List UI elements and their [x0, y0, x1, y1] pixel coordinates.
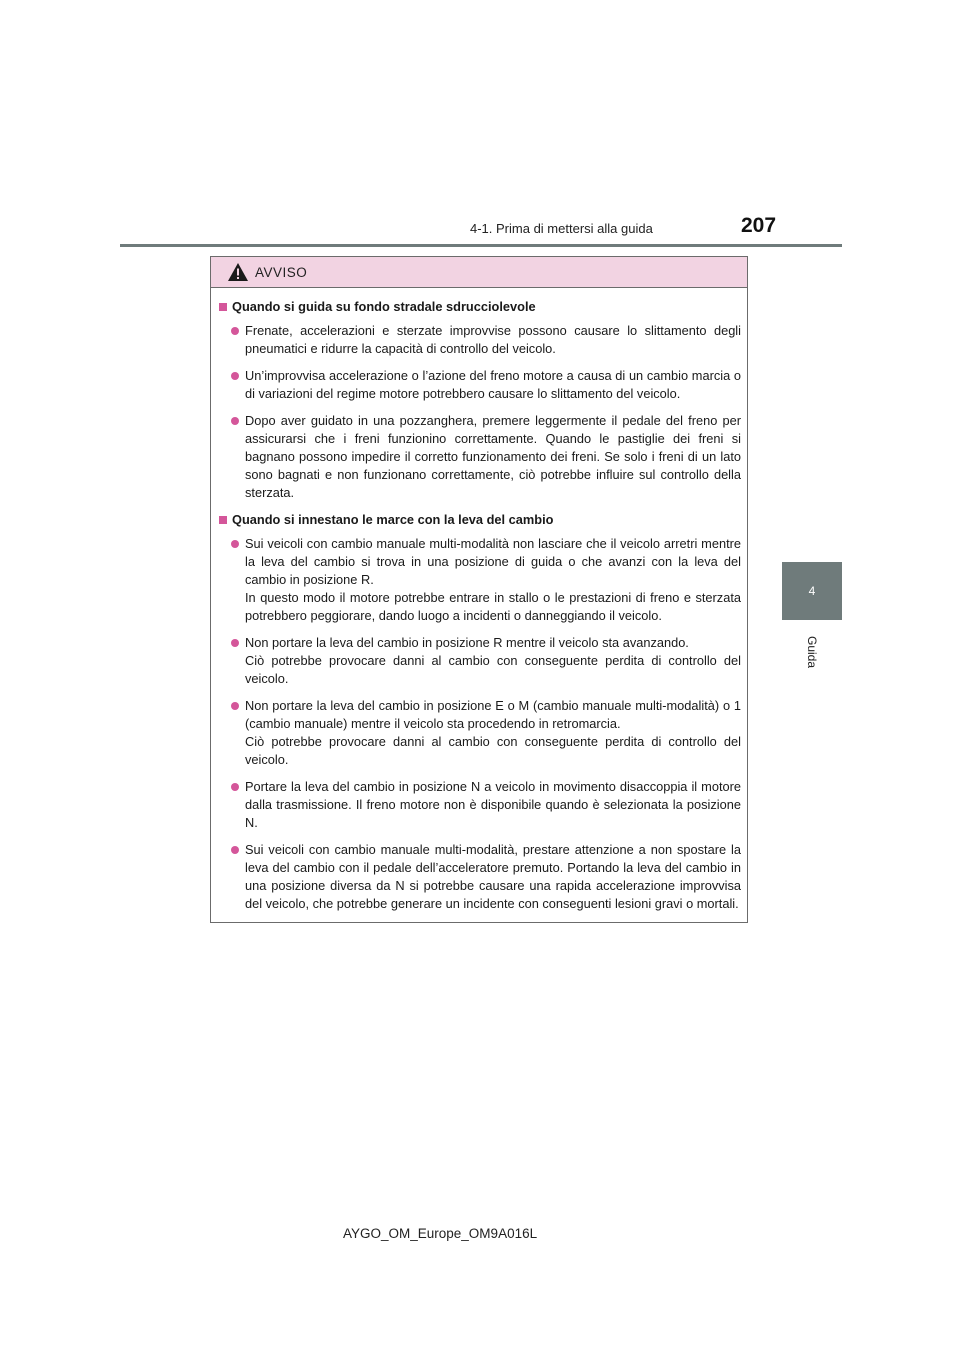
- section-title: 4-1. Prima di mettersi alla guida: [470, 221, 653, 236]
- section-heading-text: Quando si guida su fondo stradale sdrucciolevole: [232, 299, 536, 314]
- list-item: [231, 367, 741, 403]
- square-bullet-icon: [219, 303, 227, 311]
- document-code: AYGO_OM_Europe_OM9A016L: [343, 1226, 538, 1241]
- list-item: [231, 778, 741, 832]
- paragraph: Portare la leva del cambio in posizione N a veicolo in movimento disaccoppia il motore dalla trasmissione. Il freno motore non è disponibile quando è selezionata la posizione N.: [245, 779, 741, 830]
- chapter-label: Guida: [805, 636, 819, 669]
- paragraph: Frenate, accelerazioni e sterzate improvvise possono causare lo slittamento degli pneumatici e ridurre la capacità di controllo del veicolo.: [245, 323, 741, 356]
- section-heading: [219, 511, 741, 529]
- list-item: [231, 535, 741, 625]
- paragraph: Un’improvvisa accelerazione o l’azione del freno motore a causa di un cambio marcia o di variazioni del regime motore potrebbero causare lo slittamento del veicolo.: [245, 368, 741, 401]
- section-heading-text: Quando si innestano le marce con la leva del cambio: [232, 512, 554, 527]
- section-heading: [219, 298, 741, 316]
- paragraph: Ciò potrebbe provocare danni al cambio con conseguente perdita di controllo del veicolo.: [245, 653, 741, 686]
- round-bullet-icon: [231, 702, 239, 710]
- round-bullet-icon: [231, 639, 239, 647]
- paragraph: Sui veicoli con cambio manuale multi-modalità non lasciare che il veicolo arretri mentre la leva del cambio si trova in una posizione di guida o che avanzi con la leva del cambio in posizione R.: [245, 536, 741, 587]
- paragraph: Non portare la leva del cambio in posizione R mentre il veicolo sta avanzando.: [245, 635, 689, 650]
- warning-box: [210, 256, 748, 923]
- paragraph: Ciò potrebbe provocare danni al cambio con conseguente perdita di controllo del veicolo.: [245, 734, 741, 767]
- warning-section: [219, 298, 741, 502]
- list-item-text: [245, 322, 741, 358]
- warning-body: [211, 288, 747, 913]
- page-number: 207: [741, 214, 777, 237]
- round-bullet-icon: [231, 846, 239, 854]
- round-bullet-icon: [231, 372, 239, 380]
- list-item-text: [245, 535, 741, 625]
- round-bullet-icon: [231, 540, 239, 548]
- paragraph: Dopo aver guidato in una pozzanghera, premere leggermente il pedale del freno per assicurarsi che i freni funzionino correttamente. Quando le pastiglie dei freni si bagnano possono impedire il corretto funzionamento dei freni. Se solo i freni di un lato sono bagnati e non funzionano correttamente, ciò potrebbe influire sul controllo della sterzata.: [245, 413, 741, 500]
- list-item-text: [245, 778, 741, 832]
- chapter-tab[interactable]: 4: [782, 562, 842, 620]
- warning-title: AVVISO: [255, 264, 308, 280]
- list-item-text: [245, 412, 741, 502]
- list-item-text: [245, 367, 741, 403]
- warning-header: [211, 257, 747, 288]
- list-item: [231, 841, 741, 913]
- list-item: [231, 697, 741, 769]
- list-item: [231, 412, 741, 502]
- header-rule: [120, 244, 842, 247]
- round-bullet-icon: [231, 327, 239, 335]
- round-bullet-icon: [231, 783, 239, 791]
- list-item-text: [245, 697, 741, 769]
- paragraph: In questo modo il motore potrebbe entrare in stallo o le prestazioni di freno e sterzata potrebbero peggiorare, dando luogo a incidenti o danneggiando il veicolo.: [245, 590, 741, 623]
- paragraph: Sui veicoli con cambio manuale multi-modalità, prestare attenzione a non spostare la leva del cambio con il pedale dell’acceleratore premuto. Portando la leva del cambio in una posizione diversa da N si potrebbe causare una rapida accelerazione improvvisa del veicolo, che potrebbe generare un incidente con conseguenti lesioni gravi o mortali.: [245, 842, 741, 911]
- square-bullet-icon: [219, 516, 227, 524]
- list-item: [231, 322, 741, 358]
- list-item-text: [245, 634, 741, 688]
- list-item-text: [245, 841, 741, 913]
- paragraph: Non portare la leva del cambio in posizione E o M (cambio manuale multi-modalità) o 1 (cambio manuale) mentre il veicolo sta procedendo in retromarcia.: [245, 698, 741, 731]
- warning-section: [219, 511, 741, 913]
- round-bullet-icon: [231, 417, 239, 425]
- list-item: [231, 634, 741, 688]
- warning-triangle-icon: [227, 262, 249, 282]
